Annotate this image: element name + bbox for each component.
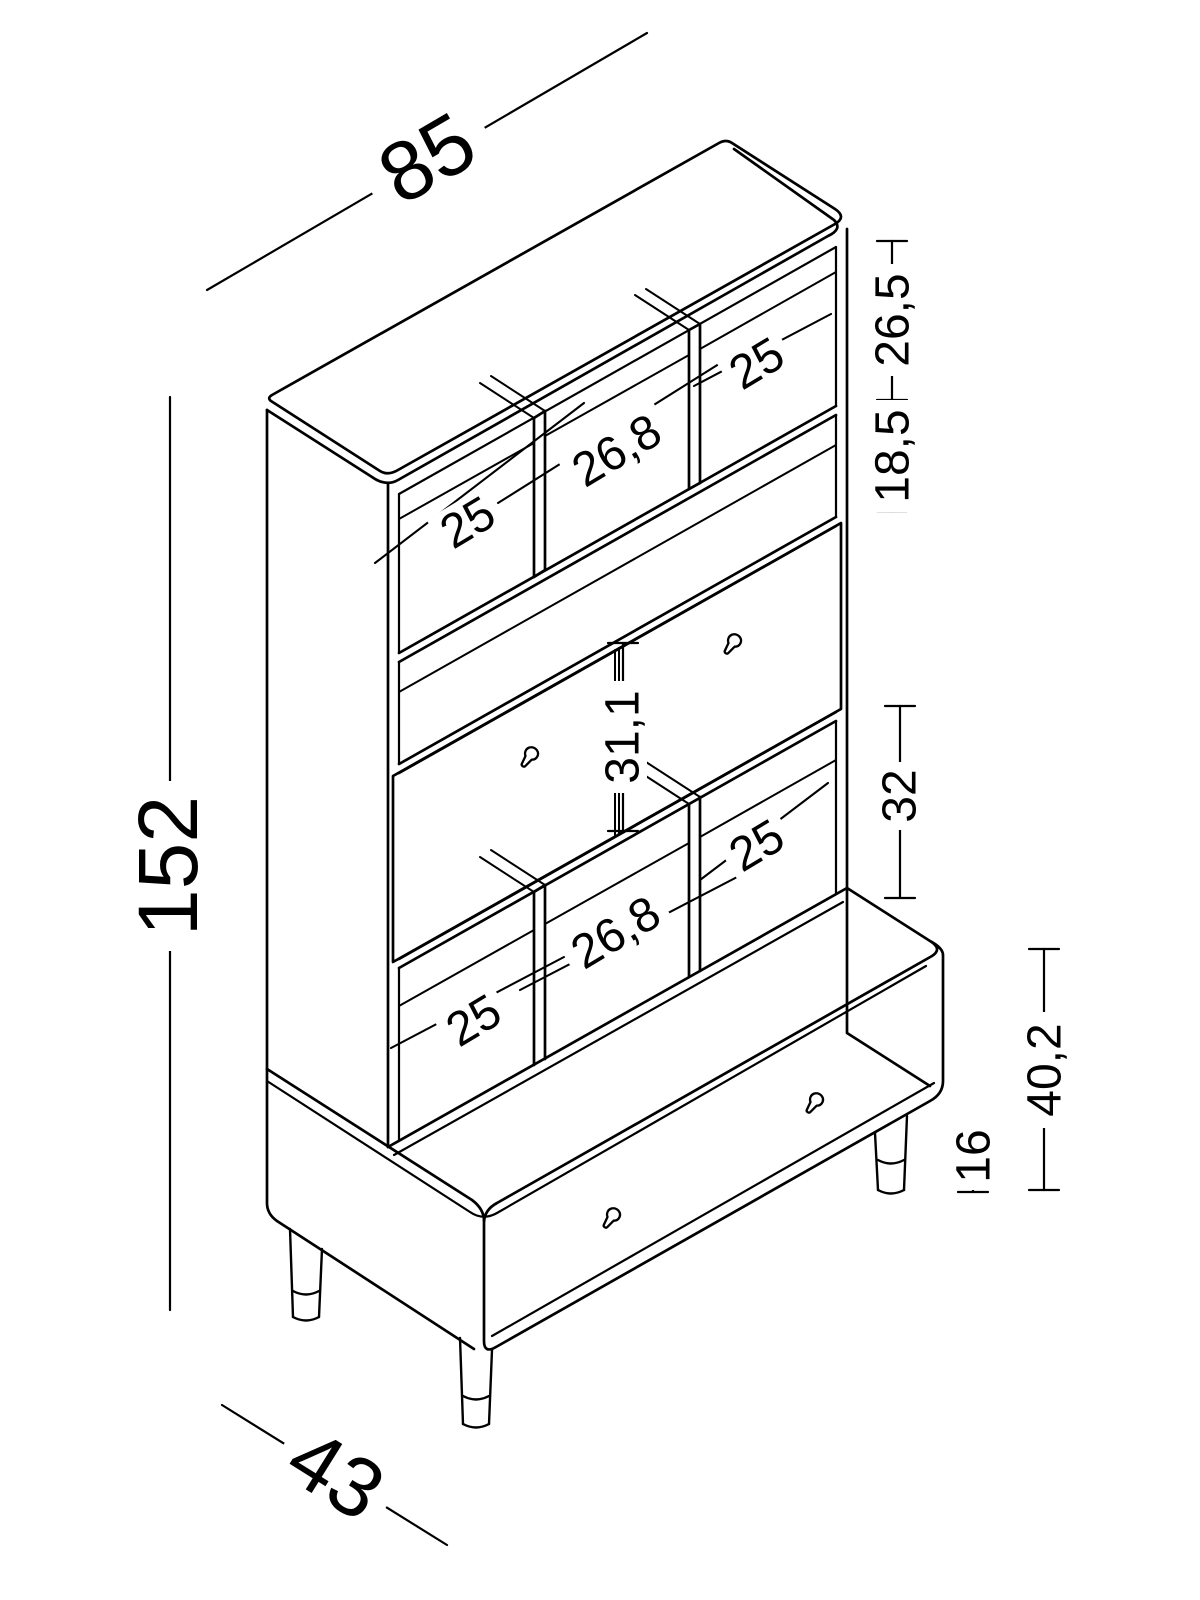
base-height-value: 40,2 xyxy=(1018,1023,1072,1117)
top-cubby-left-value: 25 xyxy=(431,486,505,560)
open-shelf-height-value: 18,5 xyxy=(866,409,920,503)
dim-lower-cubby-middle xyxy=(554,881,677,984)
dim-top-cubby-right xyxy=(714,324,800,404)
legs xyxy=(290,1116,907,1428)
dim-overall-width xyxy=(347,85,507,232)
dim-top-cubby-middle xyxy=(555,399,678,502)
lower-cubby-middle-value: 26,8 xyxy=(562,886,670,980)
dim-drawer-height xyxy=(597,681,650,793)
top-cubby-middle-value: 26,8 xyxy=(563,404,671,498)
dim-lower-cubby-right xyxy=(714,806,800,886)
leg-front-left xyxy=(460,1338,492,1428)
lower-cubby-left-value: 25 xyxy=(437,984,511,1058)
dim-open-shelf-height xyxy=(867,400,920,512)
lower-section-height-value: 32 xyxy=(873,769,927,823)
top-section-height-value: 26,5 xyxy=(866,273,920,367)
top-cubby-right-value: 25 xyxy=(720,327,794,401)
overall-width-value: 85 xyxy=(362,93,492,223)
top-divider-right xyxy=(689,324,700,489)
dim-top-cubby-left xyxy=(425,483,511,563)
base-drawer-handle-right-icon xyxy=(804,1091,825,1116)
left-side-panel xyxy=(267,410,399,1147)
dim-lower-cubby-left xyxy=(431,981,517,1061)
dim-overall-height xyxy=(121,781,215,951)
lower-divider-left xyxy=(534,885,545,1065)
dimension-labels xyxy=(121,85,1072,1546)
dim-top-section-height xyxy=(867,264,920,376)
leg-front-right xyxy=(875,1116,907,1194)
dim-leg-height xyxy=(948,1122,1001,1190)
base-drawer-handle-left-icon xyxy=(601,1206,622,1231)
drawer-handle-right-icon xyxy=(722,632,743,657)
drawer-height-value: 31,1 xyxy=(596,690,650,784)
leg-height-value: 16 xyxy=(947,1129,1001,1183)
dim-overall-depth xyxy=(260,1402,412,1545)
overall-height-value: 152 xyxy=(121,795,215,937)
dim-base-height xyxy=(1019,1012,1072,1128)
lower-cubby-right-value: 25 xyxy=(720,809,794,883)
drawer-handle-left-icon xyxy=(519,745,540,770)
lower-divider-right xyxy=(689,797,700,977)
leg-back-left xyxy=(290,1229,322,1321)
overall-depth-value: 43 xyxy=(271,1409,401,1539)
dim-lower-section-height xyxy=(874,762,927,830)
